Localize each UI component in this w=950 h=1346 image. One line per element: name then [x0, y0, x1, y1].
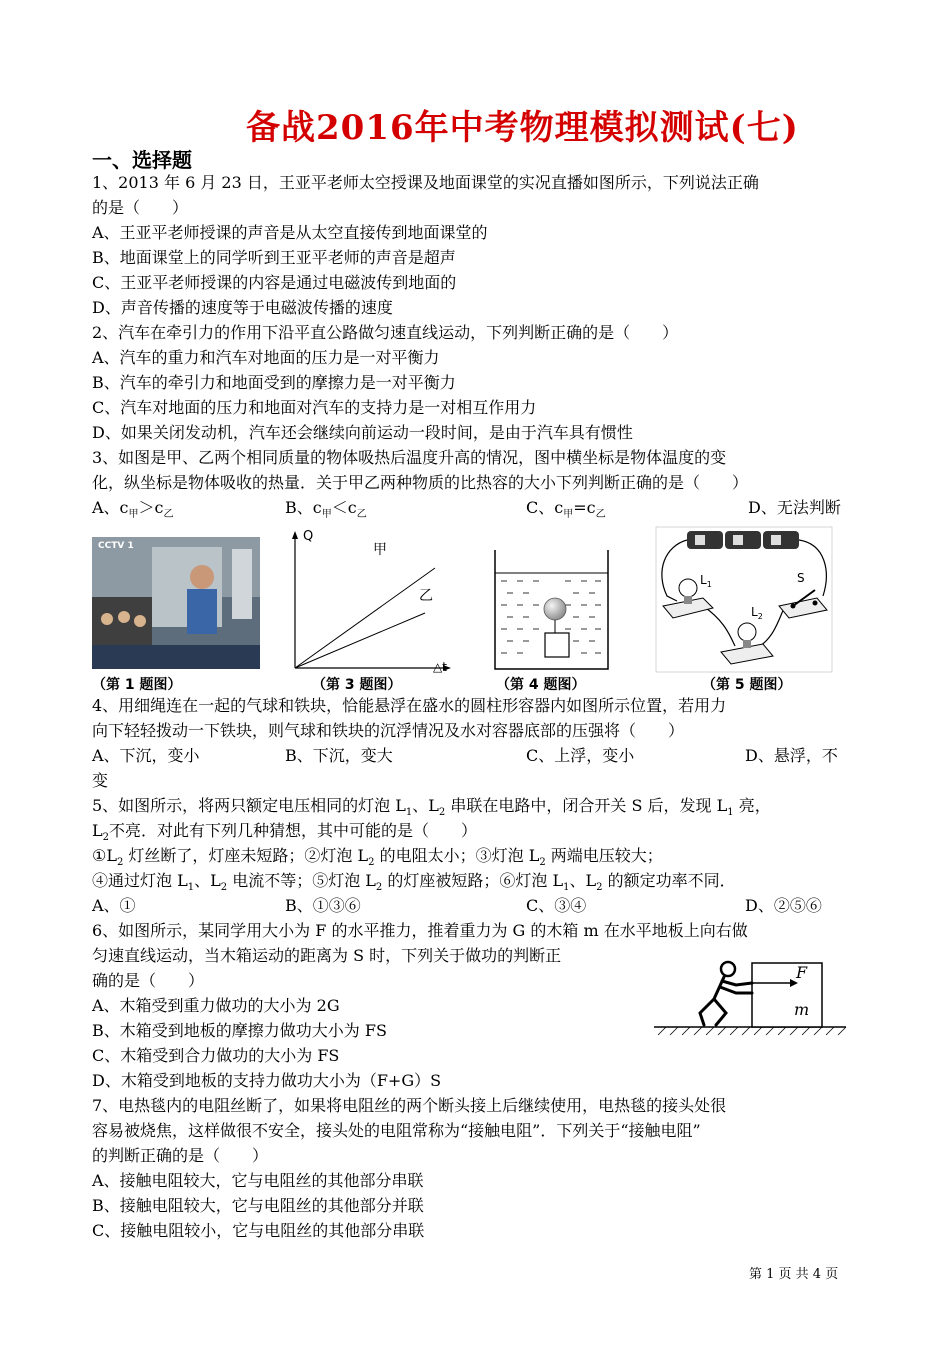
question-5-option-d: D、②⑤⑥	[745, 896, 822, 915]
question-4-option-d: D、悬浮，不	[745, 746, 838, 765]
bulb-l2	[721, 623, 773, 664]
figure-6-pushing-box	[652, 947, 850, 1039]
question-6-stem-cont-2: 确的是（ ）	[92, 971, 205, 990]
balloon	[544, 598, 566, 620]
question-2-option-d: D、如果关闭发动机，汽车还会继续向前运动一段时间，是由于汽车具有惯性	[92, 423, 633, 442]
question-1-option-c: C、王亚平老师授课的内容是通过电磁波传到地面的	[92, 273, 457, 292]
question-1-option-a: A、王亚平老师授课的声音是从太空直接传到地面课堂的	[92, 223, 488, 242]
question-5-option-c: C、③④	[526, 896, 587, 915]
question-3-option-b: B、$c_甲<c_乙$	[285, 498, 367, 521]
question-2-stem: 2、汽车在牵引力的作用下沿平直公路做匀速直线运动，下列判断正确的是（ ）	[92, 323, 679, 342]
question-2-option-c: C、汽车对地面的压力和地面对汽车的支持力是一对相互作用力	[92, 398, 537, 417]
y-axis-arrow	[292, 531, 298, 539]
question-7-option-a: A、接触电阻较大，它与电阻丝的其他部分串联	[92, 1171, 424, 1190]
question-3-stem-cont: 化，纵坐标是物体吸收的热量．关于甲乙两种物质的比热容的大小下列判断正确的是（ ）	[92, 473, 749, 492]
question-5-guesses-2: ④通过灯泡 $L_1$、$L_2$ 电流不等；⑤灯泡 $L_2$ 的灯座被短路；⑥灯泡 $L_1$、$L_2$ 的额定功率不同．	[92, 871, 736, 894]
floor-hatching	[658, 1027, 846, 1035]
question-6-option-c: C、木箱受到合力做功的大小为 FS	[92, 1046, 340, 1065]
battery-pack	[687, 531, 799, 549]
question-4-option-d-cont: 变	[92, 771, 109, 790]
mass-label: m	[794, 1000, 810, 1019]
question-6-option-d: D、木箱受到地板的支持力做功大小为（F+G）S	[92, 1071, 442, 1090]
question-6-stem-cont: 匀速直线运动，当木箱运动的距离为 S 时，下列关于做功的判断正	[92, 946, 562, 965]
question-5-stem-cont: $L_2$不亮．对此有下列几种猜想，其中可能的是（ ）	[92, 821, 478, 844]
wire-switch	[760, 606, 785, 646]
person-figure	[700, 962, 752, 1025]
label-l1: $L_1$	[700, 573, 712, 589]
wire-right	[799, 540, 826, 596]
question-5-guesses-1: $①L_2$ 灯丝断了，灯座未短路；②灯泡 $L_2$ 的电阻太小；③灯泡 $L_2$ 两端电压较大；	[92, 846, 663, 869]
caption-figure-3: （第 3 题图）	[312, 677, 402, 693]
question-4-stem-cont: 向下轻轻拨动一下铁块，则气球和铁块的沉浮情况及水对容器底部的压强将（ ）	[92, 721, 685, 740]
question-2-option-a: A、汽车的重力和汽车对地面的压力是一对平衡力	[92, 348, 440, 367]
caption-figure-1: （第 1 题图）	[92, 677, 182, 693]
question-3-option-c: C、$c_甲=c_乙$	[526, 498, 606, 521]
question-1-stem: 1、2013 年 6 月 23 日，王亚平老师太空授课及地面课堂的实况直播如图所示，下列说法正确	[92, 173, 759, 192]
question-4-stem: 4、用细绳连在一起的气球和铁块，恰能悬浮在盛水的圆柱形容器内如图所示位置，若用力	[92, 696, 727, 715]
wooden-box	[752, 963, 822, 1027]
live-broadcast-photo	[92, 537, 260, 669]
section-heading: 一、选择题	[92, 148, 192, 172]
question-3-option-a: A、$c_甲>c_乙$	[92, 498, 174, 521]
iron-block	[545, 633, 569, 657]
cctv-logo: CCTV 1	[98, 541, 134, 551]
caption-figure-5: （第 5 题图）	[702, 677, 792, 693]
axis-label-delta-t: △t	[433, 660, 447, 673]
question-4-option-a: A、下沉，变小	[92, 746, 200, 765]
question-6-stem: 6、如图所示，某同学用大小为 F 的水平推力，推着重力为 G 的木箱 m 在水平地板上向右做	[92, 921, 748, 940]
label-s: S	[797, 571, 805, 585]
question-1-option-b: B、地面课堂上的同学听到王亚平老师的声音是超声	[92, 248, 456, 267]
figure-3-graph	[285, 528, 465, 673]
figure-5-circuit	[655, 526, 835, 674]
series-label-jia: 甲	[373, 542, 387, 558]
question-5-option-a: A、①	[92, 896, 136, 915]
broadcast-photo-illustration	[92, 537, 260, 669]
question-4-option-c: C、上浮，变小	[526, 746, 635, 765]
question-6-option-a: A、木箱受到重力做功的大小为 2G	[92, 996, 340, 1015]
wire-middle	[703, 606, 735, 646]
series-label-yi: 乙	[419, 588, 433, 604]
page-footer: 第 1 页 共 4 页	[749, 1267, 839, 1282]
axis-label-q: Q	[303, 529, 314, 544]
question-6-option-b: B、木箱受到地板的摩擦力做功大小为 FS	[92, 1021, 387, 1040]
question-7-option-b: B、接触电阻较大，它与电阻丝的其他部分并联	[92, 1196, 424, 1215]
label-l2: $L_2$	[751, 605, 763, 621]
question-7-stem-cont: 容易被烧焦，这样做很不安全，接头处的电阻常称为“接触电阻”．下列关于“接触电阻”	[92, 1121, 701, 1140]
question-7-stem-cont-2: 的判断正确的是（ ）	[92, 1146, 269, 1165]
question-1-option-d: D、声音传播的速度等于电磁波传播的速度	[92, 298, 393, 317]
question-2-option-b: B、汽车的牵引力和地面受到的摩擦力是一对平衡力	[92, 373, 456, 392]
question-1-stem-cont: 的是（ ）	[92, 198, 189, 217]
question-3-option-d: D、无法判断	[748, 498, 841, 517]
question-4-option-b: B、下沉，变大	[285, 746, 393, 765]
figure-4-container	[493, 548, 611, 672]
switch-s	[779, 590, 827, 618]
caption-figure-4: （第 4 题图）	[496, 677, 586, 693]
force-label: F	[796, 963, 808, 982]
question-3-stem: 3、如图是甲、乙两个相同质量的物体吸热后温度升高的情况，图中横坐标是物体温度的变	[92, 448, 727, 467]
question-7-option-c: C、接触电阻较小，它与电阻丝的其他部分串联	[92, 1221, 425, 1240]
page-title: 备战2016年中考物理模拟测试(七)	[246, 108, 799, 148]
question-5-stem: 5、如图所示，将两只额定电压相同的灯泡 $L_1$、$L_2$ 串联在电路中，闭合开关 S 后，发现 $L_1$ 亮，	[92, 796, 771, 819]
question-7-stem: 7、电热毯内的电阻丝断了，如果将电阻丝的两个断头接上后继续使用，电热毯的接头处很	[92, 1096, 727, 1115]
question-5-option-b: B、①③⑥	[285, 896, 361, 915]
